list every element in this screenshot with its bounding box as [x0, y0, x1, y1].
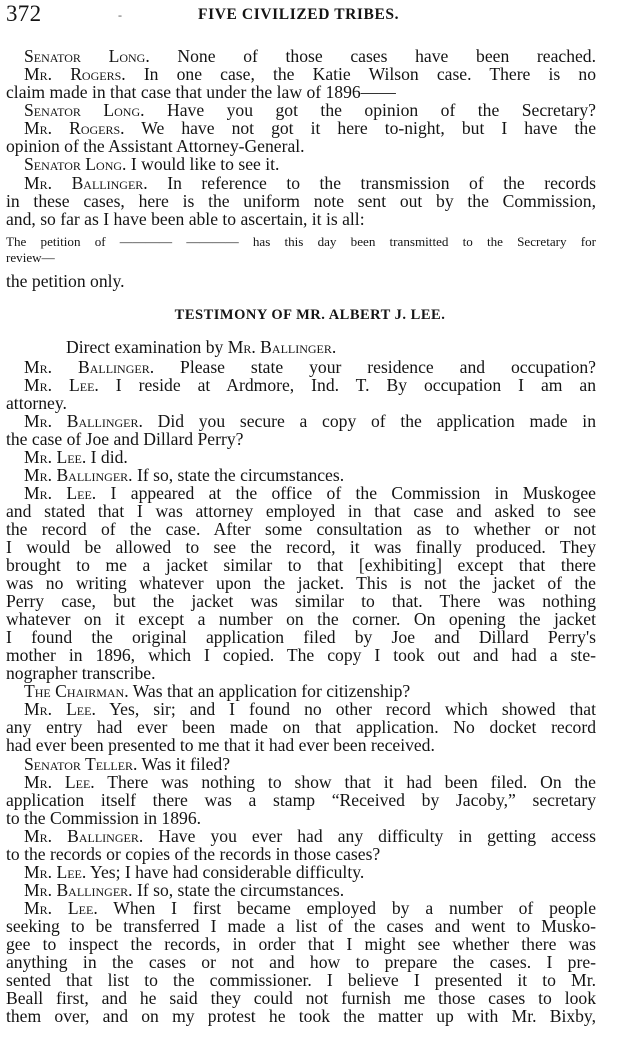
speaker: Mr. Ballinger. [24, 411, 143, 431]
text-line [6, 83, 596, 101]
line-text: If so, state the circumstances. [132, 880, 345, 900]
text-line [24, 376, 596, 394]
speaker: Mr. Lee. [24, 699, 96, 719]
line-text: and stated that I was attorney employed in that case and asked to see [6, 501, 596, 521]
speaker: Mr. Lee. [24, 898, 98, 918]
speaker: Mr. Lee. [24, 447, 87, 467]
text-line [6, 210, 596, 228]
line-text: Did you secure a copy of the application made in [142, 411, 596, 431]
line-text: any entry had ever been made on that application. No docket record [6, 717, 596, 737]
text-line [6, 971, 596, 989]
text-line [24, 119, 596, 137]
line-text: mother in 1896, which I copied. The copy I took out and had a ste- [6, 645, 596, 665]
speaker: The Chairman. [24, 681, 129, 701]
text-line [6, 935, 596, 953]
quoted-note-line [6, 249, 596, 267]
line-text: them over, and on my protest he took the matter up with Mr. Bixby, [6, 1006, 596, 1026]
text-line [24, 412, 596, 430]
line-text: to the Commission in 1896. [6, 808, 202, 828]
line-text: Direct examination by [66, 337, 228, 357]
text-line [24, 755, 596, 773]
text-line [24, 448, 596, 466]
text-line [6, 809, 596, 827]
text-line [6, 592, 596, 610]
text-line [6, 917, 596, 935]
line-text: opinion of the Assistant Attorney-General. [6, 136, 305, 156]
line-text: the petition only. [6, 271, 125, 291]
speaker: Senator Teller. [24, 754, 138, 774]
speaker: Mr. Lee. [24, 375, 99, 395]
text-line [6, 989, 596, 1007]
line-text: Yes; I have had considerable difficulty. [86, 862, 365, 882]
speaker: Mr. Ballinger. [24, 826, 144, 846]
line-text: Was that an application for citizenship? [128, 681, 411, 701]
text-line [24, 47, 596, 65]
line-text: application itself there was a stamp “Received by Jacoby,” secretary [6, 790, 596, 810]
page-header [0, 0, 620, 34]
line-text: Have you got the opinion of the Secretary? [144, 100, 596, 120]
line-text: review— [6, 250, 55, 265]
text-line [24, 827, 596, 845]
text-line [24, 358, 596, 376]
line-text: seeking to be transferred I made a list of the cases and went to Musko- [6, 916, 596, 936]
text-line [24, 174, 596, 192]
text-line [24, 773, 596, 791]
text-line [24, 155, 596, 173]
line-text: whatever on it except a number on the corner. On opening the jacket [6, 609, 596, 629]
speaker: Mr. Rogers. [24, 118, 125, 138]
text-line [6, 574, 596, 592]
text-line [24, 466, 596, 484]
line-text: The petition of ———— ———— has this day been transmitted to the Secretary for [6, 234, 596, 249]
header-dash: - [118, 8, 122, 22]
line-text: had ever been presented to me that it had ever been received. [6, 735, 435, 755]
line-text: In reference to the transmission of the records [147, 173, 596, 193]
text-line [6, 610, 596, 628]
text-line [24, 101, 596, 119]
line-text: In one case, the Katie Wilson case. There is no [125, 64, 596, 84]
line-text: nographer transcribe. [6, 663, 156, 683]
line-text: the record of the case. After some consultation as to whether or not [6, 519, 596, 539]
line-text: TESTIMONY OF MR. ALBERT J. LEE. [174, 307, 446, 323]
text-line [6, 736, 596, 754]
line-text: There was nothing to show that it had been filed. On the [94, 772, 596, 792]
page-number: 372 [6, 1, 42, 26]
line-text: Have you ever had any difficulty in getting access [143, 826, 596, 846]
speaker: Senator Long. [24, 46, 150, 66]
line-text: I found the original application filed by Joe and Dillard Perry's [6, 627, 596, 647]
section-title [0, 306, 620, 324]
line-text: I appeared at the office of the Commission in Muskogee [96, 483, 596, 503]
text-line [24, 899, 596, 917]
line-text: I reside at Ardmore, Ind. T. By occupation I am an [98, 375, 597, 395]
text-line [6, 520, 596, 538]
text-line [6, 953, 596, 971]
text-line [24, 65, 596, 83]
text-line [6, 394, 596, 412]
text-line [24, 682, 596, 700]
line-text: I would be allowed to see the record, it was finally produced. They [6, 537, 596, 557]
subheading [66, 338, 336, 356]
line-text: Was it filed? [137, 754, 231, 774]
line-text: I did. [86, 447, 128, 467]
text-line [6, 430, 596, 448]
text-line [6, 845, 596, 863]
line-text: to the records or copies of the records in those cases? [6, 844, 381, 864]
line-text: in these cases, here is the uniform note sent out by the Commission, [6, 191, 596, 211]
text-line [6, 272, 596, 290]
text-line [6, 137, 596, 155]
text-line [6, 1007, 596, 1025]
speaker: Mr. Lee. [24, 483, 97, 503]
line-text: was no writing whatever upon the jacket. This is not the jacket of the [6, 573, 596, 593]
line-text: claim made in that case that under the law of 1896—— [6, 82, 396, 102]
text-line [6, 718, 596, 736]
line-text: attorney. [6, 393, 67, 413]
line-text: Yes, sir; and I found no other record which showed that [95, 699, 596, 719]
line-text: When I first became employed by a number of people [97, 898, 597, 918]
line-text: sented that list to the commissioner. I believe I presented it to Mr. [6, 970, 596, 990]
text-line [6, 538, 596, 556]
text-line [24, 700, 596, 718]
speaker: Mr. Ballinger. [227, 337, 337, 357]
text-line [24, 863, 596, 881]
line-text: anything in the cases or not and how to prepare the cases. I pre- [6, 952, 596, 972]
text-line [6, 664, 596, 682]
line-text: We have not got it here to-night, but I have the [124, 118, 597, 138]
text-line [6, 646, 596, 664]
line-text: Please state your residence and occupation? [154, 357, 596, 377]
speaker: Mr. Ballinger. [24, 173, 148, 193]
line-text: gee to inspect the records, in order that I might see whether there was [6, 934, 596, 954]
line-text: If so, state the circumstances. [132, 465, 345, 485]
text-line [6, 502, 596, 520]
text-line [6, 628, 596, 646]
text-line [24, 484, 596, 502]
speaker: Senator Long. [24, 154, 127, 174]
text-line [6, 556, 596, 574]
line-text: Beall first, and he said they could not furnish me those cases to look [6, 988, 596, 1008]
line-text: None of those cases have been reached. [149, 46, 596, 66]
text-line [6, 192, 596, 210]
speaker: Mr. Ballinger. [24, 465, 133, 485]
line-text: the case of Joe and Dillard Perry? [6, 429, 244, 449]
line-text: and, so far as I have been able to ascertain, it is all: [6, 209, 365, 229]
speaker: Senator Long. [24, 100, 145, 120]
line-text: Perry case, but the jacket was similar to that. There was nothing [6, 591, 596, 611]
running-title: FIVE CIVILIZED TRIBES. [198, 6, 400, 23]
speaker: Mr. Ballinger. [24, 357, 155, 377]
speaker: Mr. Ballinger. [24, 880, 133, 900]
line-text: brought to me a jacket similar to that [exhibiting] except that there [6, 555, 596, 575]
text-line [6, 791, 596, 809]
speaker: Mr. Lee. [24, 862, 87, 882]
text-line [24, 881, 596, 899]
speaker: Mr. Lee. [24, 772, 95, 792]
speaker: Mr. Rogers. [24, 64, 126, 84]
line-text: I would like to see it. [126, 154, 280, 174]
